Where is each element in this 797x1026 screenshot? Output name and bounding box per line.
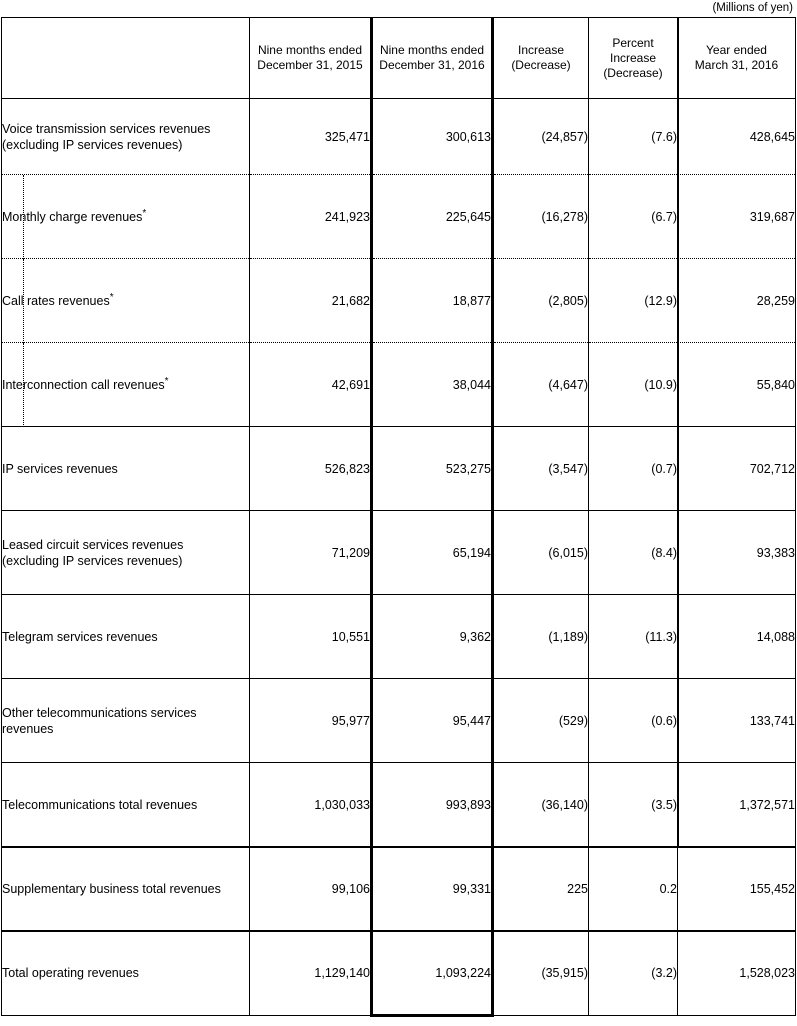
cell-fiscal-year-telecom-total: 1,372,571 [678, 763, 796, 847]
table-row [2, 343, 796, 427]
header-prior-line1: Nine months ended [257, 43, 363, 57]
cell-current-other-telecom: 95,447 [372, 679, 493, 763]
table-row [2, 931, 796, 1016]
table-row [2, 175, 796, 259]
row-label-line1: Other telecommunications services [2, 705, 197, 720]
footnote-marker: * [109, 291, 114, 303]
row-label-other-telecom [2, 679, 250, 763]
cell-fiscal-year-monthly-charge: 319,687 [678, 175, 796, 259]
header-cell-blank [2, 18, 250, 99]
cell-fiscal-year-interconnection-call: 55,840 [678, 343, 796, 427]
cell-current-supplementary-total: 99,331 [372, 847, 493, 931]
cell-percent-telegram: (11.3) [589, 595, 678, 679]
cell-fiscal-year-supplementary-total: 155,452 [678, 847, 796, 931]
header-percent-line2: Increase [609, 50, 657, 65]
table-row [2, 595, 796, 679]
cell-current-telegram: 9,362 [372, 595, 493, 679]
cell-prior-voice-transmission: 325,471 [250, 99, 372, 175]
row-label-supplementary-total [2, 847, 250, 931]
header-prior-line2: December 31, 2015 [257, 58, 363, 72]
cell-prior-call-rates: 21,682 [250, 259, 372, 343]
header-current-line1: Nine months ended [379, 43, 485, 57]
cell-change-voice-transmission: (24,857) [493, 99, 589, 175]
table-body [2, 99, 796, 1016]
cell-prior-ip-services: 526,823 [250, 427, 372, 511]
header-percent-line3: (Decrease) [603, 65, 663, 80]
indent-guide [23, 175, 24, 259]
row-label-line1: IP services revenues [2, 461, 118, 476]
row-label-call-rates [2, 259, 250, 343]
cell-percent-interconnection-call: (10.9) [589, 343, 678, 427]
indent-guide [23, 343, 24, 427]
row-label-total-operating [2, 931, 250, 1016]
row-label-line1: Total operating revenues [2, 966, 139, 980]
table-row [2, 259, 796, 343]
cell-current-telecom-total: 993,893 [372, 763, 493, 847]
cell-prior-leased-circuit: 71,209 [250, 511, 372, 595]
cell-fiscal-year-voice-transmission: 428,645 [678, 99, 796, 175]
row-label-line1: Telecommunications total revenues [2, 797, 198, 812]
cell-fiscal-year-other-telecom: 133,741 [678, 679, 796, 763]
table-row [2, 763, 796, 847]
row-label-voice-transmission [2, 99, 250, 175]
table-row [2, 847, 796, 931]
cell-prior-monthly-charge: 241,923 [250, 175, 372, 259]
row-label-line1: Monthly charge revenues* [2, 207, 147, 224]
cell-percent-voice-transmission: (7.6) [589, 99, 678, 175]
row-label-monthly-charge [2, 175, 250, 259]
header-cell-percent-change [589, 18, 678, 99]
cell-current-leased-circuit: 65,194 [372, 511, 493, 595]
cell-current-voice-transmission: 300,613 [372, 99, 493, 175]
cell-fiscal-year-telegram: 14,088 [678, 595, 796, 679]
header-cell-current-period [372, 18, 493, 99]
cell-prior-total-operating: 1,129,140 [250, 931, 372, 1016]
cell-percent-call-rates: (12.9) [589, 259, 678, 343]
cell-change-other-telecom: (529) [493, 679, 589, 763]
row-label-line1: Leased circuit services revenues [2, 537, 184, 552]
cell-change-interconnection-call: (4,647) [493, 343, 589, 427]
cell-fiscal-year-call-rates: 28,259 [678, 259, 796, 343]
row-label-interconnection-call [2, 343, 250, 427]
cell-percent-total-operating: (3.2) [589, 931, 678, 1016]
table-row [2, 679, 796, 763]
cell-percent-leased-circuit: (8.4) [589, 511, 678, 595]
row-label-leased-circuit [2, 511, 250, 595]
cell-percent-other-telecom: (0.6) [589, 679, 678, 763]
cell-fiscal-year-leased-circuit: 93,383 [678, 511, 796, 595]
header-fy-line1: Year ended [706, 43, 767, 57]
row-label-line2: (excluding IP services revenues) [2, 553, 183, 568]
table-row [2, 99, 796, 175]
header-change-line1: Increase [517, 43, 565, 57]
cell-percent-supplementary-total: 0.2 [589, 847, 678, 931]
cell-current-monthly-charge: 225,645 [372, 175, 493, 259]
table-header [2, 18, 796, 99]
cell-current-ip-services: 523,275 [372, 427, 493, 511]
cell-percent-monthly-charge: (6.7) [589, 175, 678, 259]
cell-prior-interconnection-call: 42,691 [250, 343, 372, 427]
cell-change-telegram: (1,189) [493, 595, 589, 679]
cell-prior-telegram: 10,551 [250, 595, 372, 679]
header-cell-change [493, 18, 589, 99]
cell-current-total-operating: 1,093,224 [372, 931, 493, 1016]
cell-fiscal-year-ip-services: 702,712 [678, 427, 796, 511]
units-caption: (Millions of yen) [712, 2, 793, 14]
cell-prior-telecom-total: 1,030,033 [250, 763, 372, 847]
cell-change-total-operating: (35,915) [493, 931, 589, 1016]
header-cell-fiscal-year [678, 18, 796, 99]
row-label-telegram [2, 595, 250, 679]
row-label-telecom-total [2, 763, 250, 847]
indent-guide [23, 259, 24, 343]
cell-current-call-rates: 18,877 [372, 259, 493, 343]
cell-change-telecom-total: (36,140) [493, 763, 589, 847]
cell-change-ip-services: (3,547) [493, 427, 589, 511]
row-label-line2: revenues [2, 721, 54, 736]
table-row [2, 427, 796, 511]
row-label-line1: Supplementary business total revenues [2, 881, 221, 896]
header-row [2, 18, 796, 99]
cell-change-monthly-charge: (16,278) [493, 175, 589, 259]
cell-change-call-rates: (2,805) [493, 259, 589, 343]
row-label-line1: Interconnection call revenues* [2, 375, 169, 392]
cell-percent-telecom-total: (3.5) [589, 763, 678, 847]
header-change-line2: (Decrease) [511, 58, 571, 72]
cell-change-supplementary-total: 225 [493, 847, 589, 931]
row-label-ip-services [2, 427, 250, 511]
cell-fiscal-year-total-operating: 1,528,023 [678, 931, 796, 1016]
row-label-line1: Telegram services revenues [2, 629, 158, 644]
cell-percent-ip-services: (0.7) [589, 427, 678, 511]
footnote-marker: * [142, 207, 147, 219]
cell-prior-supplementary-total: 99,106 [250, 847, 372, 931]
header-fy-line2: March 31, 2016 [694, 58, 779, 72]
cell-prior-other-telecom: 95,977 [250, 679, 372, 763]
row-label-line2: (excluding IP services revenues) [2, 137, 183, 152]
financial-table-wrapper [1, 17, 795, 1017]
operating-revenues-table [1, 17, 796, 1017]
cell-current-interconnection-call: 38,044 [372, 343, 493, 427]
header-cell-prior-period [250, 18, 372, 99]
header-percent-line1: Percent [612, 35, 654, 50]
header-current-line2: December 31, 2016 [379, 58, 485, 72]
row-label-line1: Call rates revenues* [2, 291, 114, 308]
table-row [2, 511, 796, 595]
row-label-line1: Voice transmission services revenues [2, 121, 211, 136]
footnote-marker: * [164, 375, 169, 387]
cell-change-leased-circuit: (6,015) [493, 511, 589, 595]
